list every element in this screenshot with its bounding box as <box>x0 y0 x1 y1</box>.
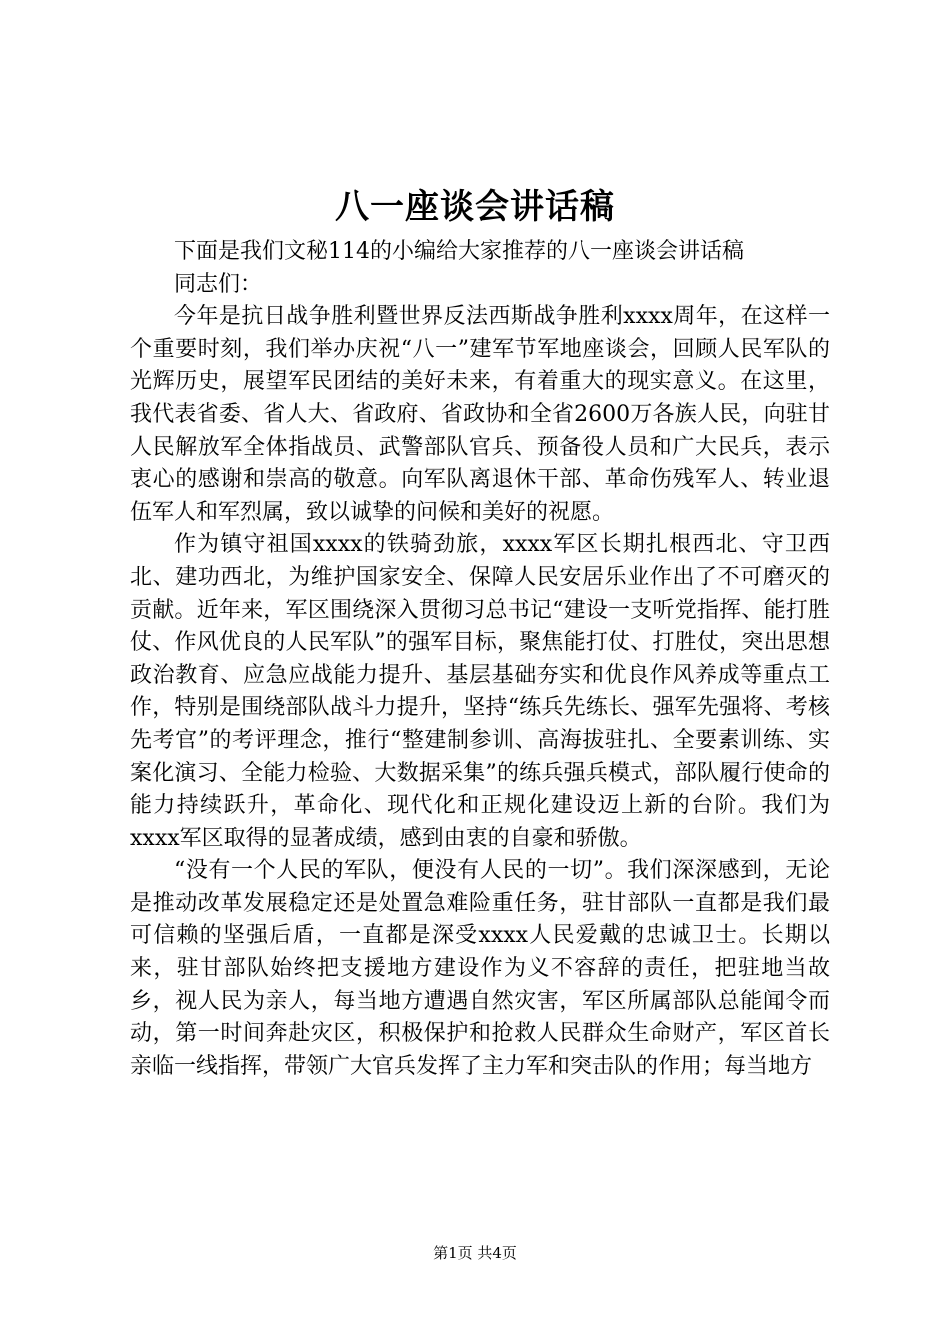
body-paragraph: “没有一个人民的军队，便没有人民的一切”。我们深深感到，无论是推动改革发展稳定还是处置急难险重任务，驻甘部队一直都是我们最可信赖的坚强后盾，一直都是深受xxxx人民爱戴的忠诚卫士。长期以来，驻甘部队始终把支援地方建设作为义不容辞的责任，把驻地当故乡，视人民为亲人，每当地方遭遇自然灾害，军区所属部队总能闻令而动，第一时间奔赴灾区，积极保护和抢救人民群众生命财产，军区首长亲临一线指挥，带领广大官兵发挥了主力军和突击队的作用；每当地方 <box>130 858 830 1079</box>
salutation: 同志们： <box>174 271 263 297</box>
document-title: 八一座谈会讲话稿 <box>335 187 615 227</box>
page-footer: 第1页 共4页 <box>433 1244 517 1262</box>
body-paragraph: 作为镇守祖国xxxx的铁骑劲旅，xxxx军区长期扎根西北、守卫西北、建功西北，为维护国家安全、保障人民安居乐业作出了不可磨灭的贡献。近年来，军区围绕深入贯彻习总书记“建设一支听党指挥、能打胜仗、作风优良的人民军队”的强军目标，聚焦能打仗、打胜仗，突出思想政治教育、应急应战能力提升、基层基础夯实和优良作风养成等重点工作，特别是围绕部队战斗力提升，坚持“练兵先练长、强军先强将、考核先考官”的考评理念，推行“整建制参训、高海拔驻扎、全要素训练、实案化演习、全能力检验、大数据采集”的练兵强兵模式，部队履行使命的能力持续跃升，革命化、现代化和正规化建设迈上新的台阶。我们为xxxx军区取得的显著成绩，感到由衷的自豪和骄傲。 <box>130 532 830 851</box>
body-paragraph: 今年是抗日战争胜利暨世界反法西斯战争胜利xxxx周年，在这样一个重要时刻，我们举办庆祝“八一”建军节军地座谈会，回顾人民军队的光辉历史，展望军民团结的美好未来，有着重大的现实意义。在这里，我代表省委、省人大、省政府、省政协和全省2600万各族人民，向驻甘人民解放军全体指战员、武警部队官兵、预备役人员和广大民兵，表示衷心的感谢和崇高的敬意。向军队离退休干部、革命伤残军人、转业退伍军人和军烈属，致以诚挚的问候和美好的祝愿。 <box>130 304 830 525</box>
document-body <box>130 236 830 1083</box>
intro-paragraph: 下面是我们文秘114的小编给大家推荐的八一座谈会讲话稿 <box>174 239 744 264</box>
